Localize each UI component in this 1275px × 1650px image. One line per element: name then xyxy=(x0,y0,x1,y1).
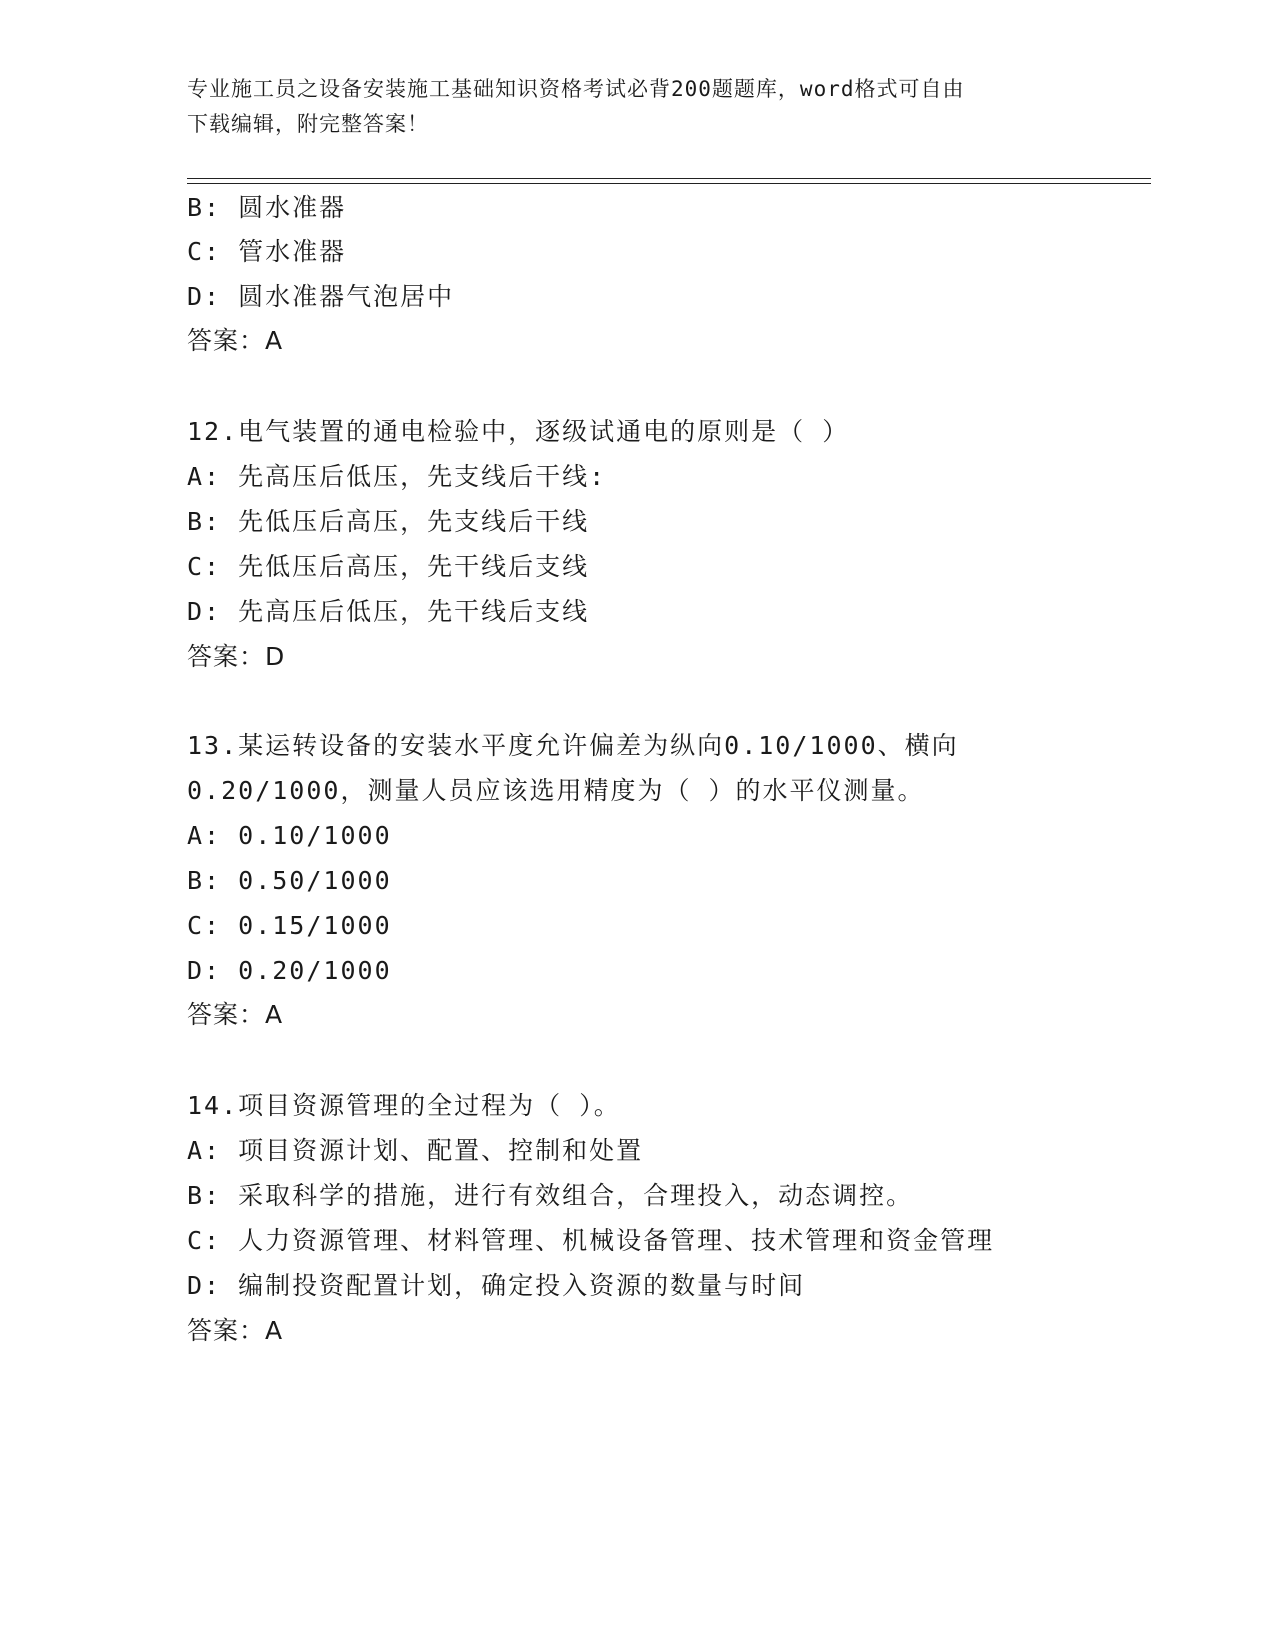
q12-option-c: C: 先低压后高压，先干线后支线 xyxy=(187,552,590,581)
q14-answer: 答案：A xyxy=(187,1316,284,1345)
q11-option-d: D: 圆水准器气泡居中 xyxy=(187,282,455,311)
header-rule-bottom xyxy=(187,183,1151,184)
q14-option-a: A: 项目资源计划、配置、控制和处置 xyxy=(187,1136,644,1165)
header-line-2: 下载编辑，附完整答案！ xyxy=(187,112,429,136)
q13-stem-line-2: 0.20/1000，测量人员应该选用精度为（ ）的水平仪测量。 xyxy=(187,776,925,805)
q14-option-b: B: 采取科学的措施，进行有效组合，合理投入，动态调控。 xyxy=(187,1181,914,1210)
q13-option-b: B: 0.50/1000 xyxy=(187,866,392,895)
header-line-1: 专业施工员之设备安装施工基础知识资格考试必背200题题库，word格式可自由 xyxy=(187,77,965,101)
q13-option-c: C: 0.15/1000 xyxy=(187,911,392,940)
q12-answer: 答案：D xyxy=(187,642,286,671)
q13-answer: 答案：A xyxy=(187,1000,284,1029)
q12-option-a: A: 先高压后低压，先支线后干线: xyxy=(187,462,607,491)
q11-answer: 答案：A xyxy=(187,326,284,355)
q12-option-d: D: 先高压后低压，先干线后支线 xyxy=(187,597,590,626)
header-rule-top xyxy=(187,178,1151,179)
q14-option-c: C: 人力资源管理、材料管理、机械设备管理、技术管理和资金管理 xyxy=(187,1226,995,1255)
q11-option-c: C: 管水准器 xyxy=(187,237,347,266)
q12-option-b: B: 先低压后高压，先支线后干线 xyxy=(187,507,590,536)
q13-stem-line-1: 13.某运转设备的安装水平度允许偏差为纵向0.10/1000、横向 xyxy=(187,731,959,760)
q14-option-d: D: 编制投资配置计划，确定投入资源的数量与时间 xyxy=(187,1271,806,1300)
q12-stem: 12.电气装置的通电检验中，逐级试通电的原则是（ ） xyxy=(187,417,850,446)
document-header xyxy=(187,72,1087,142)
q14-stem: 14.项目资源管理的全过程为（ ）。 xyxy=(187,1091,621,1120)
q13-option-a: A: 0.10/1000 xyxy=(187,821,392,850)
q11-option-b: B: 圆水准器 xyxy=(187,193,347,222)
q13-option-d: D: 0.20/1000 xyxy=(187,956,392,985)
